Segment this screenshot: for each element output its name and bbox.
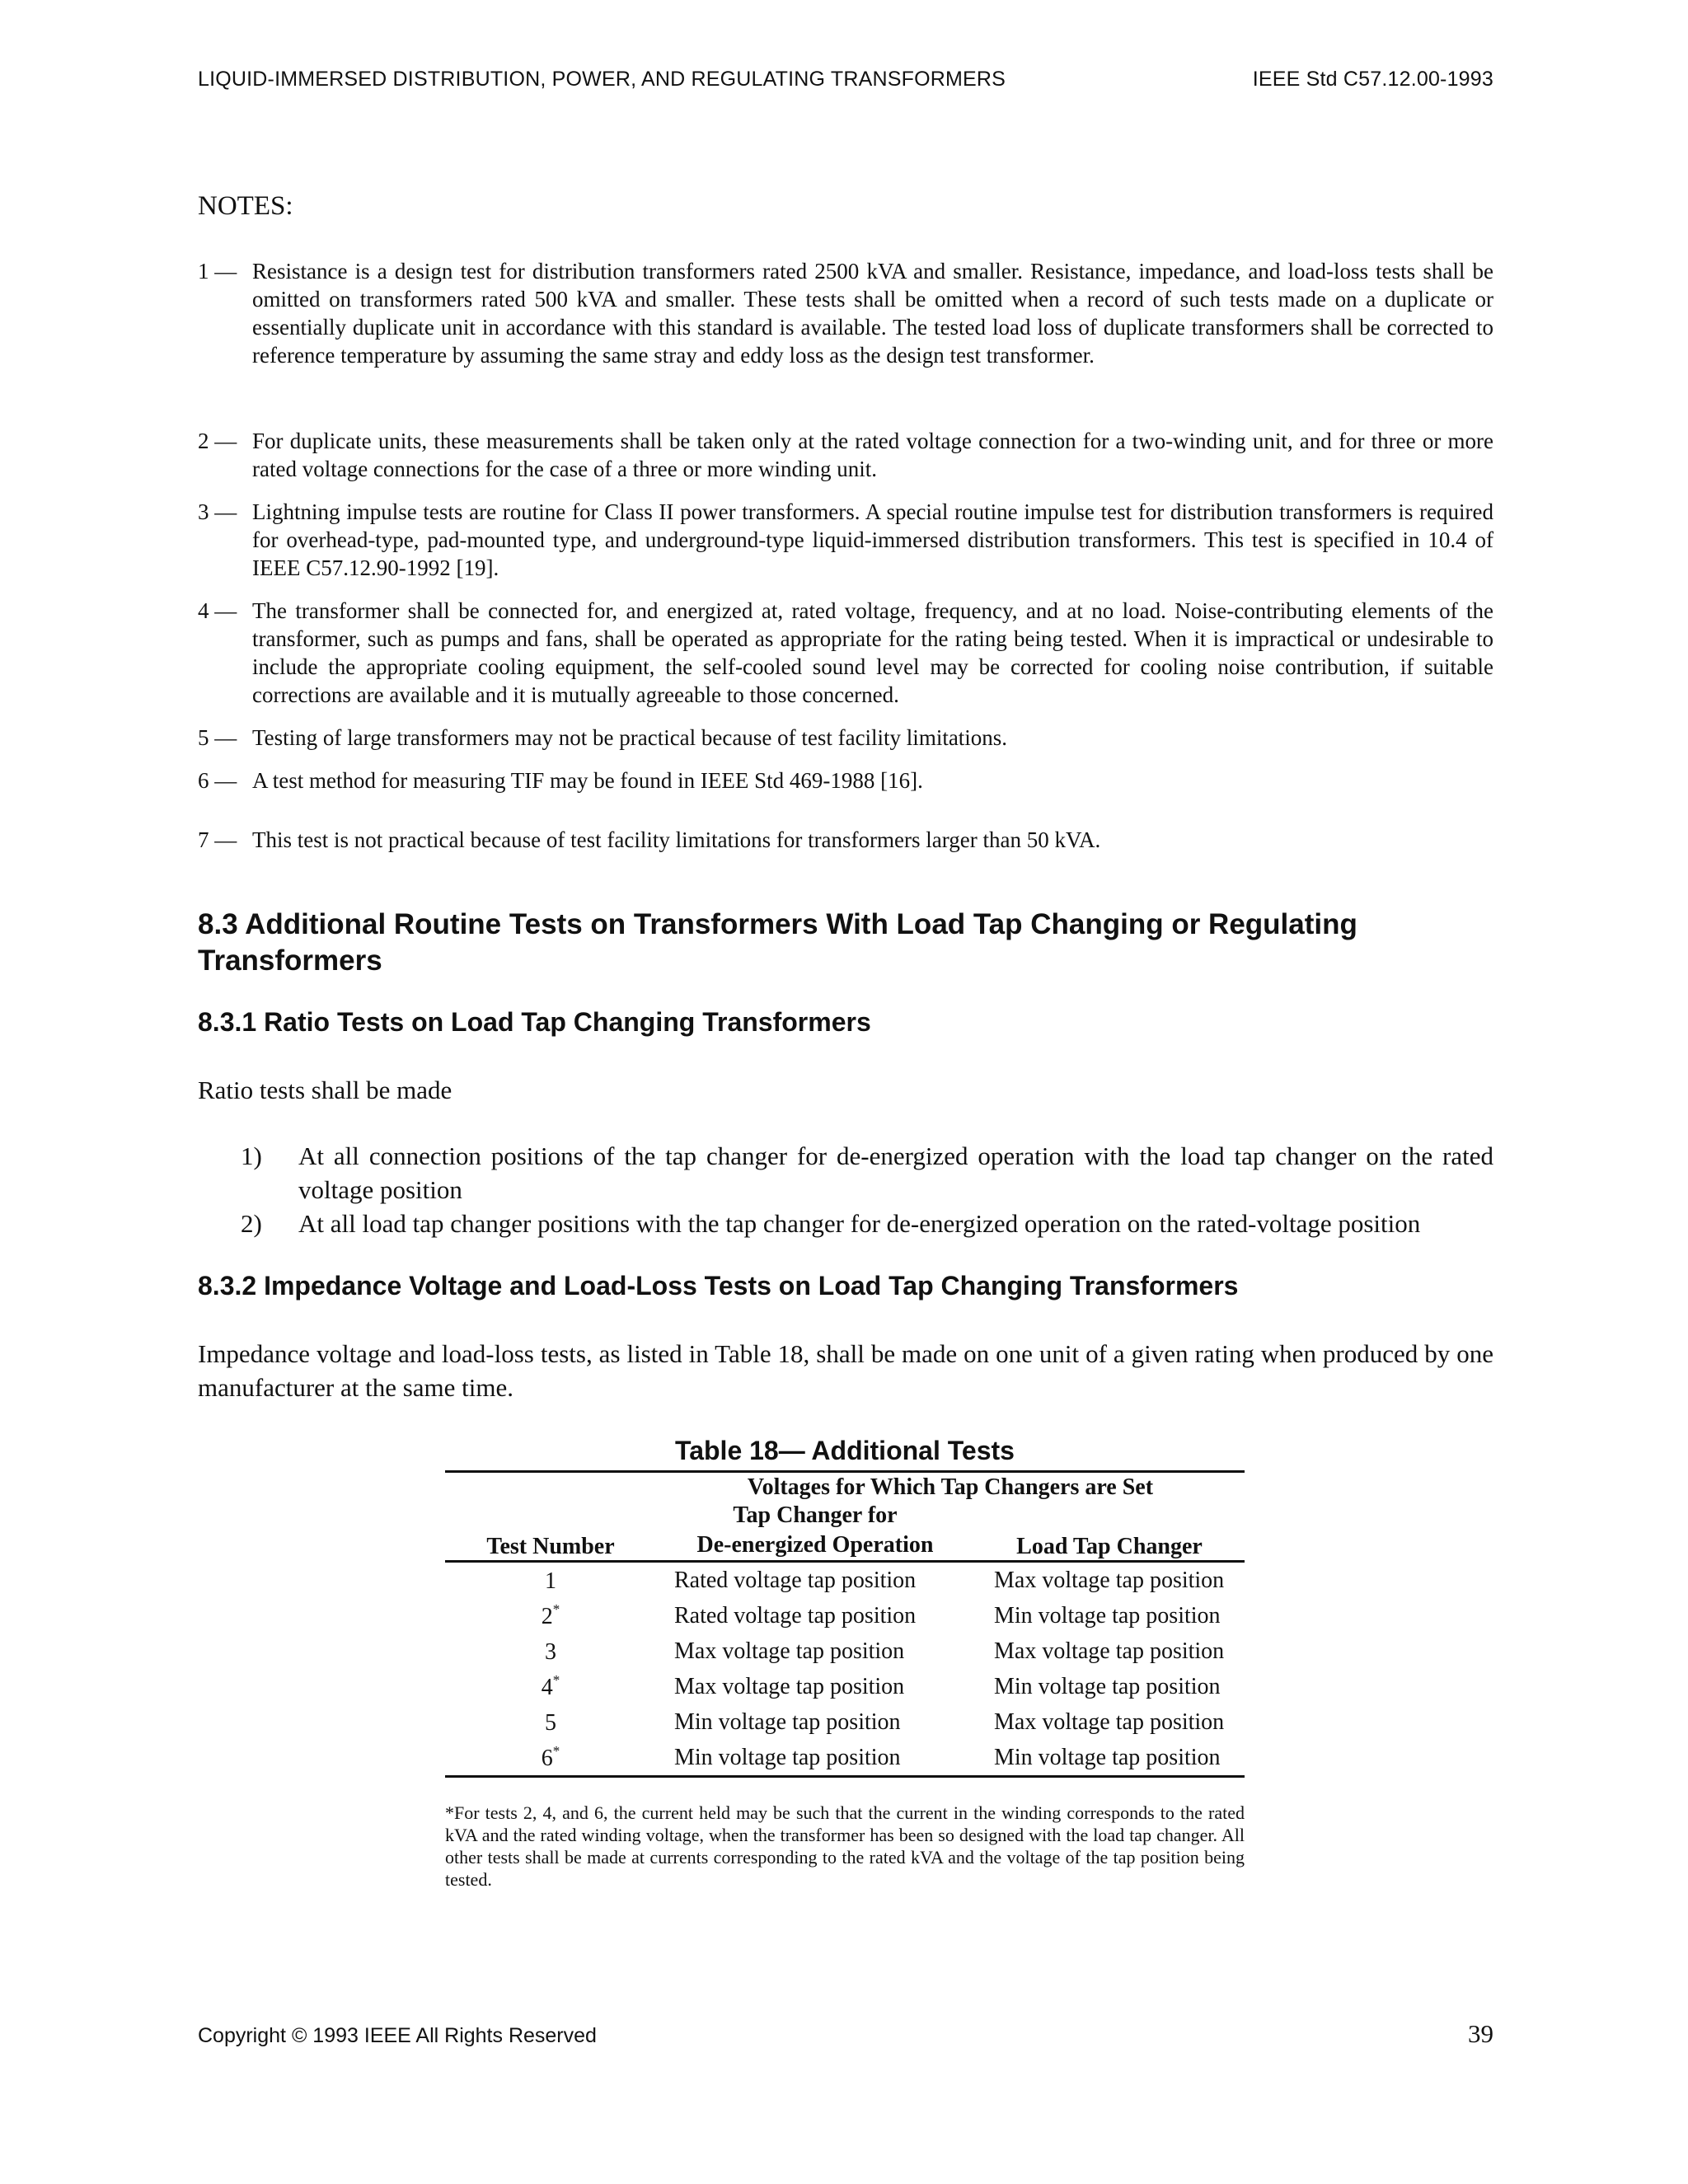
note-number: 7 — xyxy=(198,827,237,852)
table-group-header: Voltages for Which Tap Changers are Set xyxy=(656,1472,1245,1502)
note-6 xyxy=(198,766,1493,794)
note-number: 6 — xyxy=(198,768,237,793)
column-header-deenergized xyxy=(656,1501,974,1562)
cell-deenergized: Max voltage tap position xyxy=(674,1673,905,1699)
column-header-test-number: Test Number xyxy=(445,1501,656,1562)
header-title: LIQUID-IMMERSED DISTRIBUTION, POWER, AND REGULATING TRANSFORMERS xyxy=(198,68,1006,91)
test-number: 4 xyxy=(541,1675,553,1700)
column-header-deenergized-line2: De-energized Operation xyxy=(696,1532,934,1558)
footnote-mark: * xyxy=(552,1672,560,1688)
note-text: Lightning impulse tests are routine for Class II power transformers. A special routine impulse test for distribution transformers is required for overhead-type, pad-mounted type, and underground-type liquid-immersed distribution transformers. This test is specified in 10.4 of IEEE C57.12.90-1992 [19]. xyxy=(252,499,1493,580)
section-8-3-1-heading: 8.3.1 Ratio Tests on Load Tap Changing Transformers xyxy=(198,1007,871,1037)
header-standard-number: IEEE Std C57.12.00-1993 xyxy=(1252,68,1493,91)
note-text: The transformer shall be connected for, and energized at, rated voltage, frequency, and at no load. Noise-contributing elements of the transformer, such as pumps and fans, shall be operated as appropriate for the rating being tested. When it is impractical or undesirable to include the appropriate cooling equipment, the self-cooled sound level may be corrected for cooling noise contribution, if suitable corrections are available and it is mutually agreeable to those concerned. xyxy=(252,598,1493,707)
cell-load-tap-changer: Min voltage tap position xyxy=(994,1602,1221,1629)
note-number: 2 — xyxy=(198,429,237,453)
test-number: 3 xyxy=(545,1639,556,1665)
note-1 xyxy=(198,257,1493,369)
note-number: 3 — xyxy=(198,499,237,524)
cell-load-tap-changer: Min voltage tap position xyxy=(974,1740,1245,1777)
cell-test-number xyxy=(445,1740,656,1777)
note-2 xyxy=(198,427,1493,483)
table-header-row xyxy=(445,1501,1245,1562)
table-row xyxy=(445,1562,1245,1599)
table-row xyxy=(445,1740,1245,1777)
table-row xyxy=(445,1669,1245,1704)
list-item-number: 2) xyxy=(241,1209,262,1238)
table-row xyxy=(445,1704,1245,1740)
section-8-3-heading: 8.3 Additional Routine Tests on Transformers With Load Tap Changing or Regulating Transformers xyxy=(198,908,1357,977)
footnote-mark: * xyxy=(552,1601,560,1617)
note-4 xyxy=(198,597,1493,709)
test-number: 2 xyxy=(541,1604,553,1629)
table-18-title: Table 18— Additional Tests xyxy=(675,1436,1015,1465)
table-18 xyxy=(445,1470,1245,1778)
cell-deenergized: Min voltage tap position xyxy=(674,1708,901,1735)
cell-load-tap-changer: Max voltage tap position xyxy=(994,1708,1225,1735)
cell-deenergized: Rated voltage tap position xyxy=(674,1602,917,1629)
cell-deenergized: Rated voltage tap position xyxy=(674,1567,917,1593)
impedance-tests-paragraph: Impedance voltage and load-loss tests, as listed in Table 18, shall be made on one unit of a given rating when produced by one manufacturer at the same time. xyxy=(198,1339,1493,1402)
column-header-load-tap-changer: Load Tap Changer xyxy=(974,1501,1245,1562)
note-text: For duplicate units, these measurements shall be taken only at the rated voltage connection for a two-winding unit, and for three or more rated voltage connections for the case of a three or more winding unit. xyxy=(252,429,1493,481)
note-3 xyxy=(198,498,1493,582)
list-item xyxy=(241,1207,1493,1240)
table-row xyxy=(445,1633,1245,1669)
page-footer xyxy=(198,2019,1493,2049)
table-18-footnote: *For tests 2, 4, and 6, the current held may be such that the current in the winding corresponds to the rated kVA and the rated winding voltage, when the transformer has been so designed with the load tap changer. All other tests shall be made at currents corresponding to the rated kVA and the voltage of the tap position being tested. xyxy=(445,1802,1245,1890)
cell-test-number xyxy=(445,1633,656,1669)
cell-test-number xyxy=(445,1669,656,1704)
table-row xyxy=(445,1598,1245,1633)
note-text: A test method for measuring TIF may be found in IEEE Std 469-1988 [16]. xyxy=(252,768,923,793)
page-number: 39 xyxy=(1468,2019,1493,2048)
cell-deenergized: Max voltage tap position xyxy=(674,1638,905,1664)
footnote-mark: * xyxy=(552,1743,560,1759)
test-number: 1 xyxy=(545,1568,556,1594)
cell-test-number xyxy=(445,1562,656,1599)
list-item xyxy=(241,1139,1493,1207)
test-number: 6 xyxy=(541,1746,553,1771)
table-group-header-row xyxy=(445,1472,1245,1502)
cell-load-tap-changer: Min voltage tap position xyxy=(994,1673,1221,1699)
copyright-notice: Copyright © 1993 IEEE All Rights Reserved xyxy=(198,2024,597,2047)
note-text: Testing of large transformers may not be practical because of test facility limitations. xyxy=(252,725,1008,750)
note-5 xyxy=(198,724,1493,752)
test-number: 5 xyxy=(545,1710,556,1736)
list-item-text: At all connection positions of the tap changer for de-energized operation with the load tap changer on the rated voltage position xyxy=(298,1141,1493,1204)
cell-test-number xyxy=(445,1598,656,1633)
section-8-3-2-heading: 8.3.2 Impedance Voltage and Load-Loss Tests on Load Tap Changing Transformers xyxy=(198,1271,1239,1301)
note-7 xyxy=(198,826,1493,854)
ratio-tests-intro: Ratio tests shall be made xyxy=(198,1076,452,1104)
list-item-number: 1) xyxy=(241,1141,262,1170)
table-group-spacer xyxy=(445,1472,656,1502)
list-item-text: At all load tap changer positions with the tap changer for de-energized operation on the rated-voltage position xyxy=(298,1209,1421,1238)
running-header xyxy=(198,68,1493,91)
cell-load-tap-changer: Max voltage tap position xyxy=(994,1567,1225,1593)
note-number: 5 — xyxy=(198,725,237,750)
cell-deenergized: Min voltage tap position xyxy=(656,1740,974,1777)
cell-test-number xyxy=(445,1704,656,1740)
notes-title: NOTES: xyxy=(198,191,293,221)
column-header-deenergized-line1: Tap Changer for xyxy=(733,1502,898,1528)
cell-load-tap-changer: Max voltage tap position xyxy=(994,1638,1225,1664)
note-text: This test is not practical because of test facility limitations for transformers larger than 50 kVA. xyxy=(252,827,1101,852)
note-number: 1 — xyxy=(198,259,237,284)
note-text: Resistance is a design test for distribution transformers rated 2500 kVA and smaller. Resistance, impedance, and load-loss tests shall be omitted on transformers rated 500 kVA and smaller. These tests shall be omitted when a record of such tests made on a duplicate or essentially duplicate unit in accordance with this standard is available. The tested load loss of duplicate transformers shall be corrected to reference temperature by assuming the same stray and eddy loss as the design test transformer. xyxy=(252,259,1493,368)
note-number: 4 — xyxy=(198,598,237,623)
